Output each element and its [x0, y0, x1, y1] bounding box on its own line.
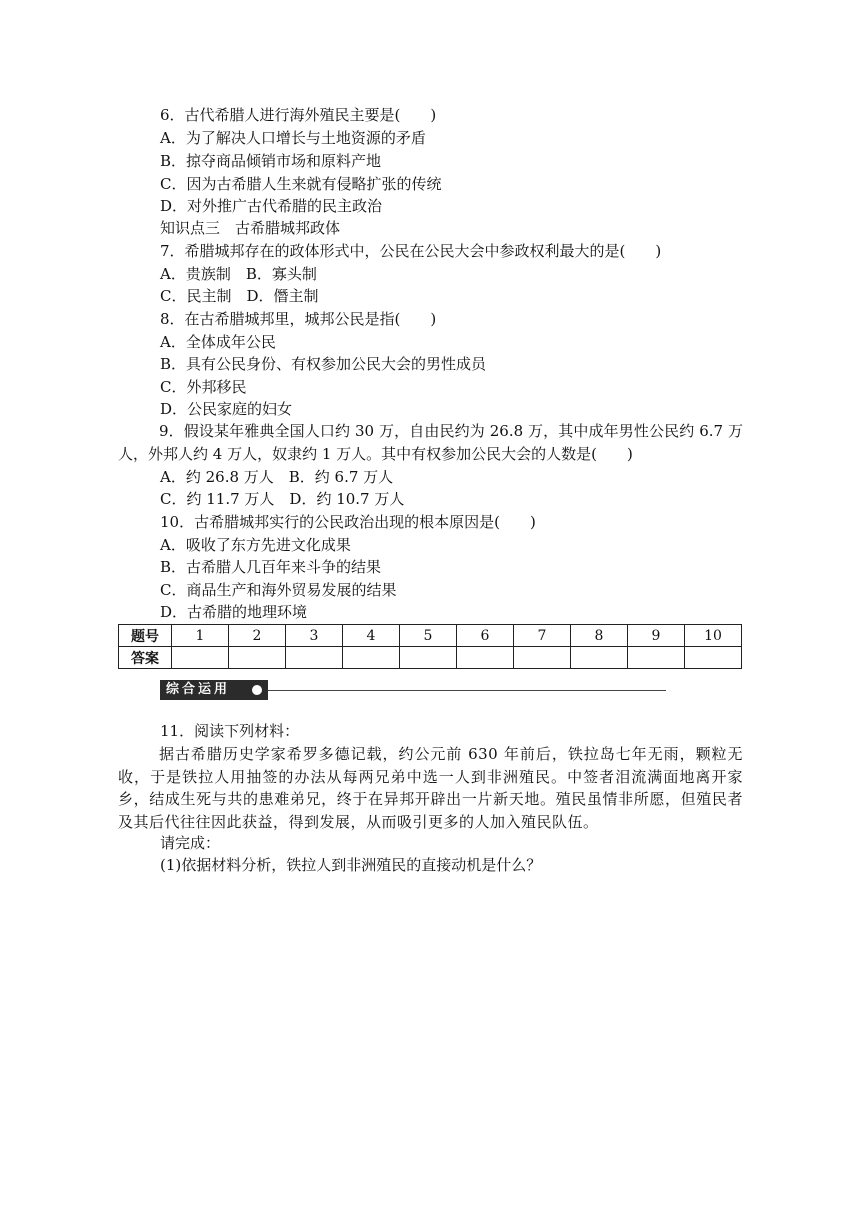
divider [268, 690, 666, 691]
table-cell-answer[interactable] [628, 647, 685, 669]
table-row [119, 647, 742, 669]
table-cell-answer[interactable] [514, 647, 571, 669]
table-cell-number: 2 [229, 625, 286, 647]
question-6-stem: 6．古代希腊人进行海外殖民主要是( ) [160, 106, 437, 124]
question-7-stem: 7．希腊城邦存在的政体形式中，公民在公民大会中参政权利最大的是( ) [160, 242, 662, 260]
table-row [119, 625, 742, 647]
question-10-option-a: A．吸收了东方先进文化成果 [160, 536, 351, 554]
question-11-prompt: 请完成： [160, 834, 221, 852]
table-header-answer: 答案 [119, 647, 172, 669]
question-9-stem: 9．假设某年雅典全国人口约 30 万，自由民约为 26.8 万，其中成年男性公民约 6.7 万人，外邦人约 4 万人，奴隶约 1 万人。其中有权参加公民大会的人数是( ) [118, 422, 743, 463]
question-8-option-b: B．具有公民身份、有权参加公民大会的男性成员 [160, 355, 487, 373]
table-cell-number: 10 [685, 625, 742, 647]
section-banner-label: 综合运用 [160, 680, 268, 700]
table-cell-number: 8 [571, 625, 628, 647]
table-cell-answer[interactable] [229, 647, 286, 669]
question-6-option-c: C．因为古希腊人生来就有侵略扩张的传统 [160, 175, 442, 193]
question-10-option-d: D．古希腊的地理环境 [160, 603, 308, 621]
question-8-option-a: A．全体成年公民 [160, 333, 276, 351]
question-11-subquestion-1: (1)依据材料分析，铁拉人到非洲殖民的直接动机是什么？ [160, 856, 542, 874]
question-10-option-b: B．古希腊人几百年来斗争的结果 [160, 558, 382, 576]
question-11-intro: 11．阅读下列材料： [160, 722, 300, 740]
table-cell-answer[interactable] [685, 647, 742, 669]
table-cell-answer[interactable] [172, 647, 229, 669]
question-8-option-c: C．外邦移民 [160, 378, 247, 396]
table-cell-number: 4 [343, 625, 400, 647]
table-cell-answer[interactable] [400, 647, 457, 669]
question-9-options-ab: A．约 26.8 万人 B．约 6.7 万人 [160, 468, 394, 486]
question-6-option-b: B．掠夺商品倾销市场和原料产地 [160, 152, 382, 170]
question-10-option-c: C．商品生产和海外贸易发展的结果 [160, 581, 397, 599]
table-cell-number: 3 [286, 625, 343, 647]
question-11-material: 据古希腊历史学家希罗多德记载，约公元前 630 年前后，铁拉岛七年无雨，颗粒无收，于是铁拉人用抽签的办法从每两兄弟中选一人到非洲殖民。中签者泪流满面地离开家乡，结成生死与共的患难弟兄，终于在异邦开辟出一片新天地。殖民虽情非所愿，但殖民者及其后代往往因此获益，得到发展，从而吸引更多的人加入殖民队伍。 [118, 745, 743, 831]
section-heading-3: 知识点三 古希腊城邦政体 [160, 219, 341, 237]
question-8-stem: 8．在古希腊城邦里，城邦公民是指( ) [160, 310, 437, 328]
table-cell-number: 9 [628, 625, 685, 647]
table-cell-answer[interactable] [457, 647, 514, 669]
bullet-dot-icon [252, 685, 262, 695]
table-cell-number: 7 [514, 625, 571, 647]
question-6-option-a: A．为了解决人口增长与土地资源的矛盾 [160, 129, 426, 147]
question-7-options-ab: A．贵族制 B．寡头制 [160, 265, 317, 283]
answer-table [118, 624, 742, 669]
table-cell-answer[interactable] [286, 647, 343, 669]
question-9-options-cd: C．约 11.7 万人 D．约 10.7 万人 [160, 490, 405, 508]
question-8-option-d: D．公民家庭的妇女 [160, 400, 293, 418]
table-cell-answer[interactable] [343, 647, 400, 669]
table-header-number: 题号 [119, 625, 172, 647]
question-10-stem: 10．古希腊城邦实行的公民政治出现的根本原因是( ) [160, 513, 536, 531]
table-cell-number: 1 [172, 625, 229, 647]
table-cell-number: 6 [457, 625, 514, 647]
question-6-option-d: D．对外推广古代希腊的民主政治 [160, 197, 383, 215]
question-7-options-cd: C．民主制 D．僭主制 [160, 287, 319, 305]
table-cell-answer[interactable] [571, 647, 628, 669]
table-cell-number: 5 [400, 625, 457, 647]
